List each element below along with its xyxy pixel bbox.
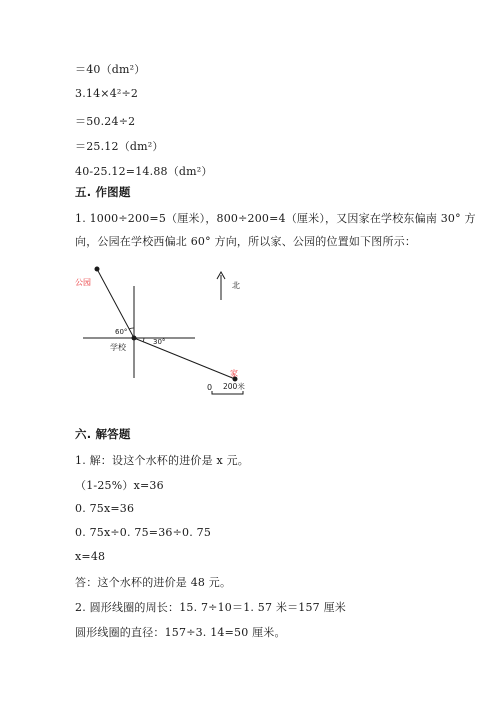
- home-label: 家: [230, 369, 238, 378]
- angle-label-left: 60°: [115, 328, 128, 336]
- section-5-q1-line-1: 1. 1000÷200=5（厘米），800÷200=4（厘米），又因家在学校东偏南 30° 方: [75, 212, 476, 225]
- calc-line-2: 3.14×4²÷2: [75, 87, 139, 100]
- answer-line-2: （1-25%）x=36: [75, 479, 164, 492]
- section-5-heading: 五. 作图题: [75, 185, 131, 199]
- school-point: [132, 336, 137, 341]
- answer-line-6: 答：这个水杯的进价是 48 元。: [75, 576, 232, 589]
- angle-arc-right: [143, 338, 144, 342]
- park-label: 公园: [75, 278, 91, 287]
- angle-arc-left: [129, 328, 134, 329]
- calc-line-5: 40-25.12=14.88（dm²）: [75, 165, 213, 178]
- calc-line-4: ＝25.12（dm²）: [75, 140, 164, 153]
- direction-diagram: [75, 258, 275, 408]
- answer-line-3: 0. 75x=36: [75, 502, 135, 515]
- section-5-q1-line-2: 向，公园在学校西偏北 60° 方向，所以家、公园的位置如下图所示：: [75, 235, 417, 248]
- home-line: [134, 338, 235, 379]
- answer-line-1: 1. 解：设这个水杯的进价是 x 元。: [75, 454, 249, 467]
- scale-value-label: 200米: [223, 382, 245, 391]
- north-label: 北: [232, 281, 240, 290]
- answer-line-4: 0. 75x÷0. 75=36÷0. 75: [75, 526, 212, 539]
- scale-bar: [212, 391, 243, 394]
- park-point: [95, 267, 100, 272]
- school-label: 学校: [110, 343, 126, 352]
- answer-line-8: 圆形线圈的直径：157÷3. 14=50 厘米。: [75, 626, 286, 639]
- answer-line-7: 2. 圆形线圈的周长：15. 7÷10＝1. 57 米＝157 厘米: [75, 601, 346, 614]
- calc-line-1: ＝40（dm²）: [75, 63, 146, 76]
- calc-line-3: ＝50.24÷2: [75, 115, 136, 128]
- scale-zero-label: 0: [207, 383, 213, 392]
- angle-label-right: 30°: [153, 338, 166, 346]
- answer-line-5: x=48: [75, 550, 106, 563]
- section-6-heading: 六. 解答题: [75, 427, 131, 441]
